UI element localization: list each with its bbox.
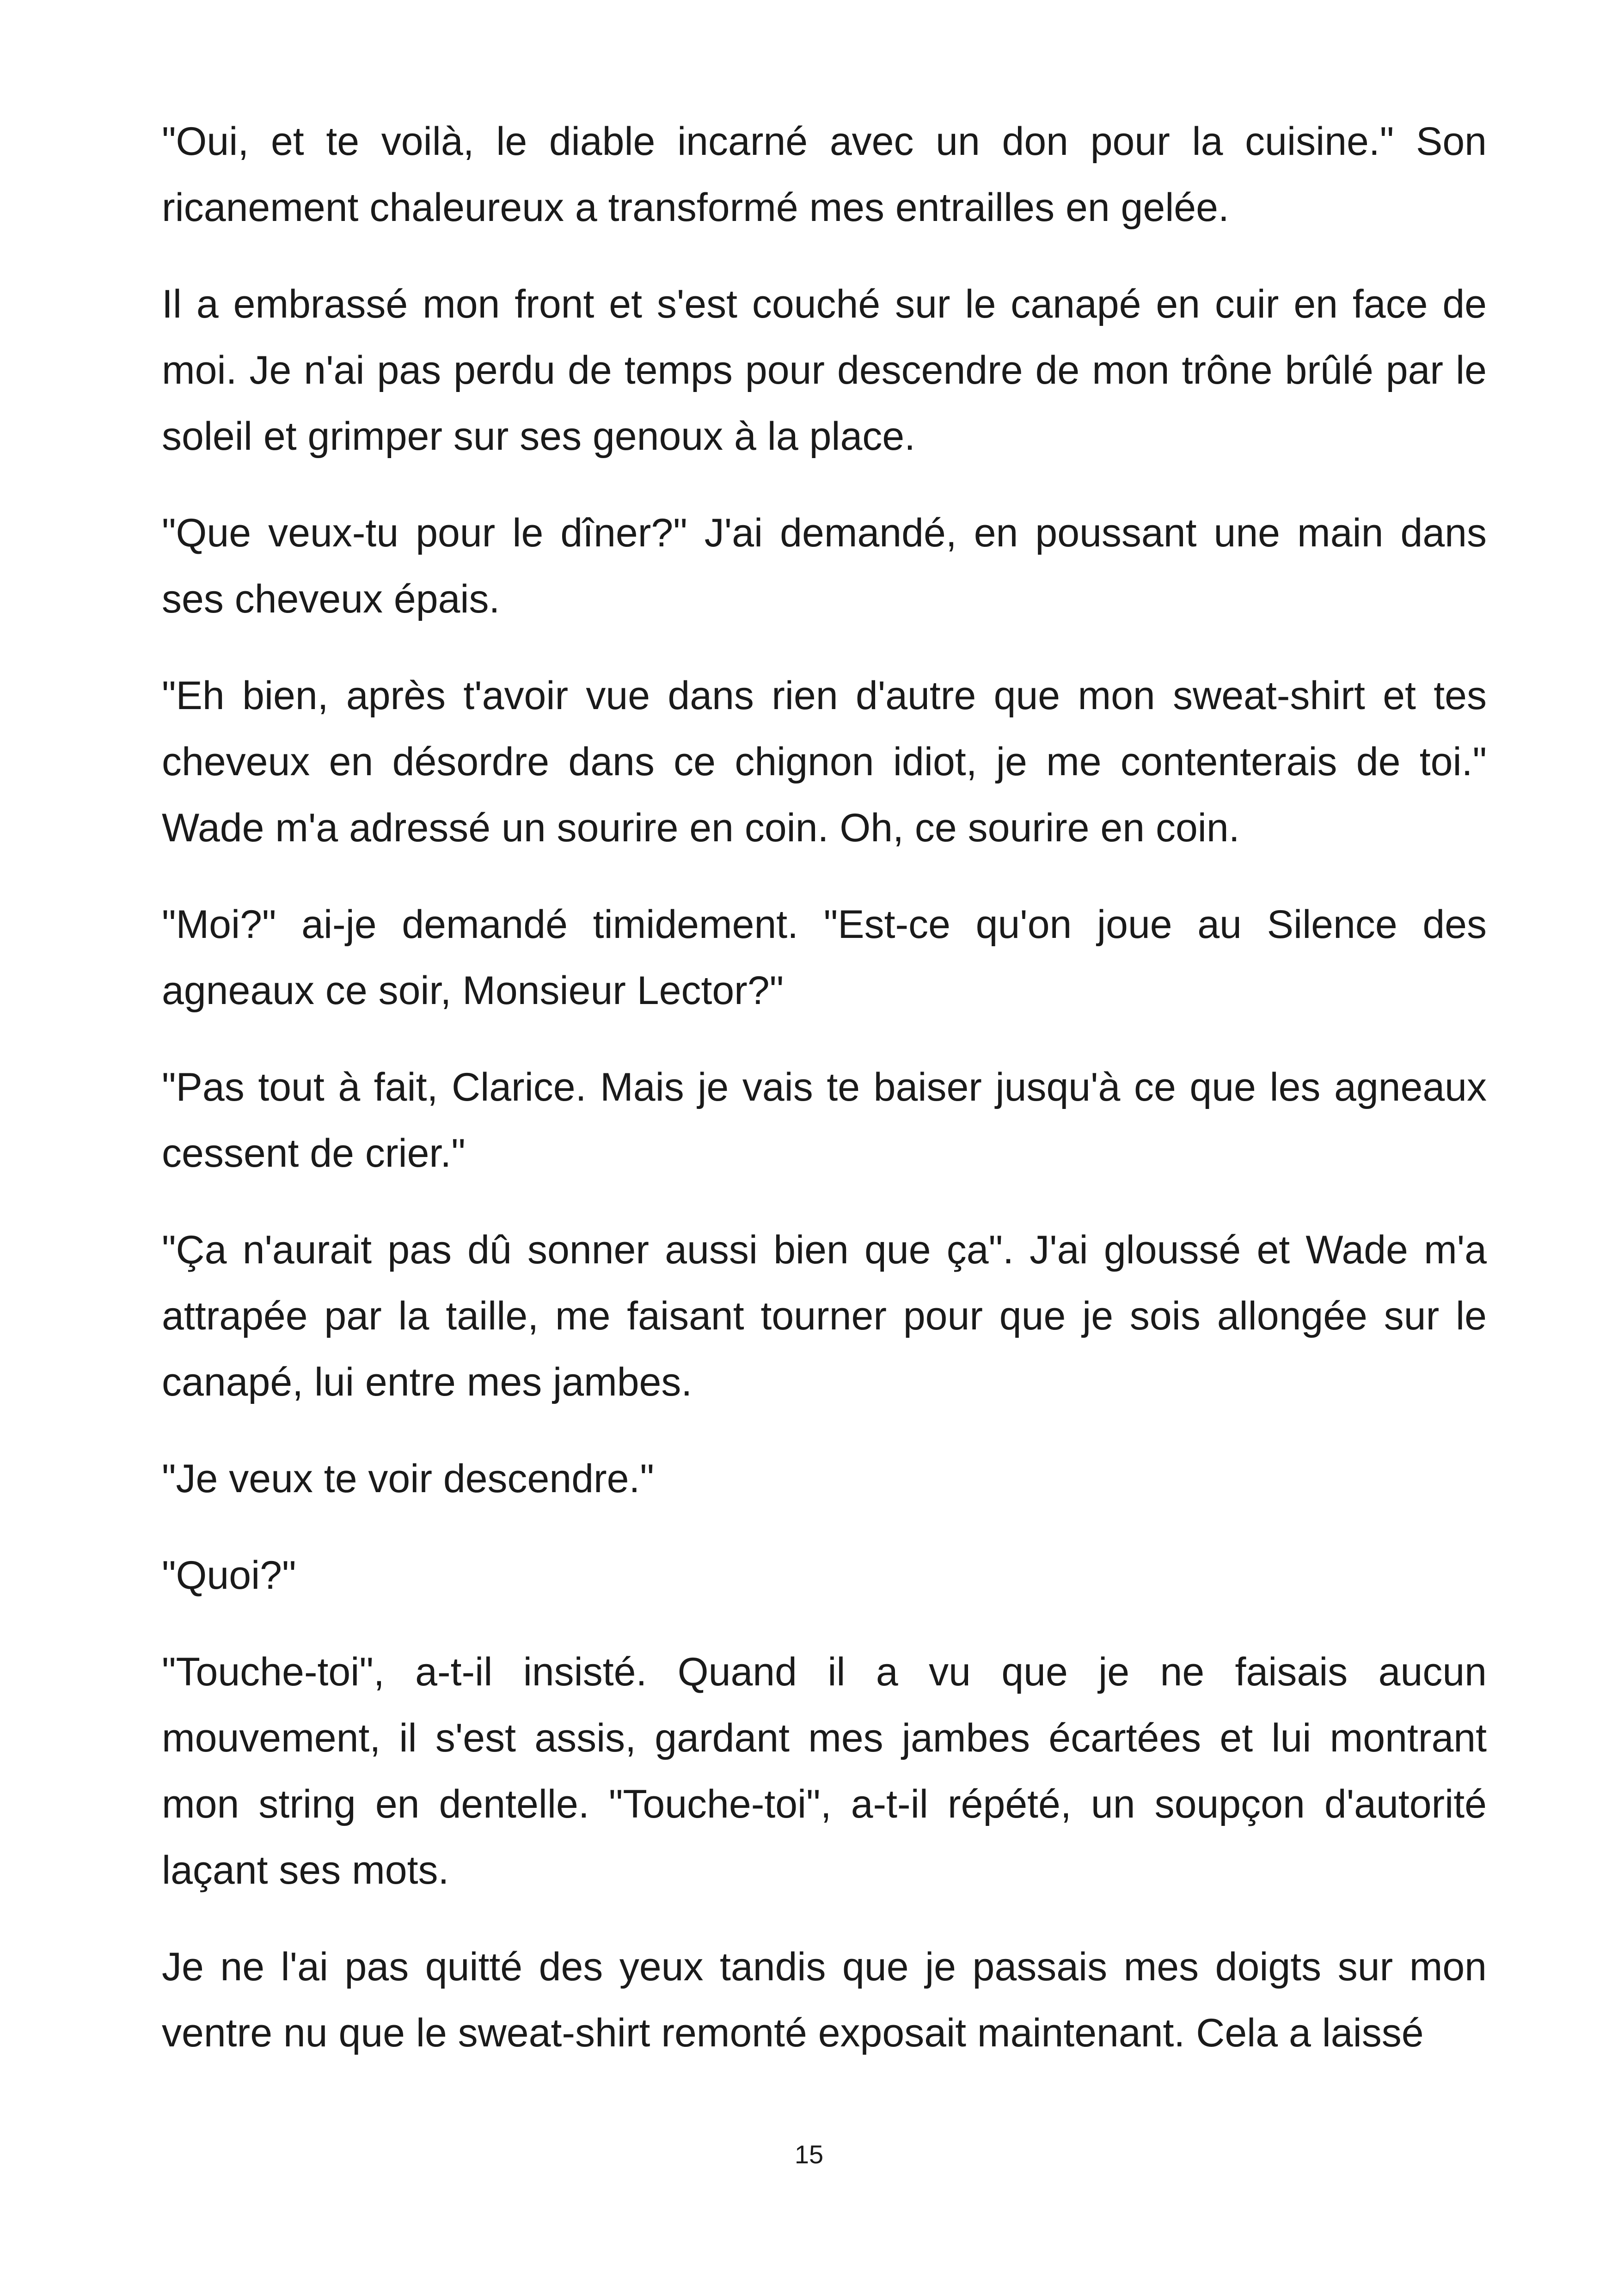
paragraph: "Oui, et te voilà, le diable incarné avec un don pour la cuisine." Son ricanement chaleureux a transformé mes entrailles en gelée.	[162, 119, 1487, 230]
paragraph: Je ne l'ai pas quitté des yeux tandis que je passais mes doigts sur mon ventre nu que le sweat-shirt remonté exposait maintenant. Cela a laissé	[162, 1945, 1487, 2055]
paragraph: "Je veux te voir descendre."	[162, 1457, 654, 1501]
paragraph: "Pas tout à fait, Clarice. Mais je vais te baiser jusqu'à ce que les agneaux cessent de crier."	[162, 1065, 1487, 1176]
page-number: 15	[794, 2140, 824, 2169]
paragraph: "Eh bien, après t'avoir vue dans rien d'autre que mon sweat-shirt et tes cheveux en désordre dans ce chignon idiot, je me contenterais de toi." Wade m'a adressé un sourire en coin. Oh, ce sourire en coin.	[162, 673, 1487, 850]
paragraph: Il a embrassé mon front et s'est couché sur le canapé en cuir en face de moi. Je n'ai pas perdu de temps pour descendre de mon trône brûlé par le soleil et grimper sur ses genoux à la place.	[162, 282, 1487, 459]
paragraph: "Ça n'aurait pas dû sonner aussi bien que ça". J'ai gloussé et Wade m'a attrapée par la taille, me faisant tourner pour que je sois allongée sur le canapé, lui entre mes jambes.	[162, 1228, 1487, 1404]
paragraph: "Que veux-tu pour le dîner?" J'ai demandé, en poussant une main dans ses cheveux épais.	[162, 511, 1487, 621]
body-text	[162, 109, 1487, 2097]
paragraph: "Quoi?"	[162, 1553, 296, 1598]
paragraph: "Moi?" ai-je demandé timidement. "Est-ce qu'on joue au Silence des agneaux ce soir, Monsieur Lector?"	[162, 902, 1487, 1013]
paragraph: "Touche-toi", a-t-il insisté. Quand il a vu que je ne faisais aucun mouvement, il s'est assis, gardant mes jambes écartées et lui montrant mon string en dentelle. "Touche-toi", a-t-il répété, un soupçon d'autorité laçant ses mots.	[162, 1650, 1487, 1892]
